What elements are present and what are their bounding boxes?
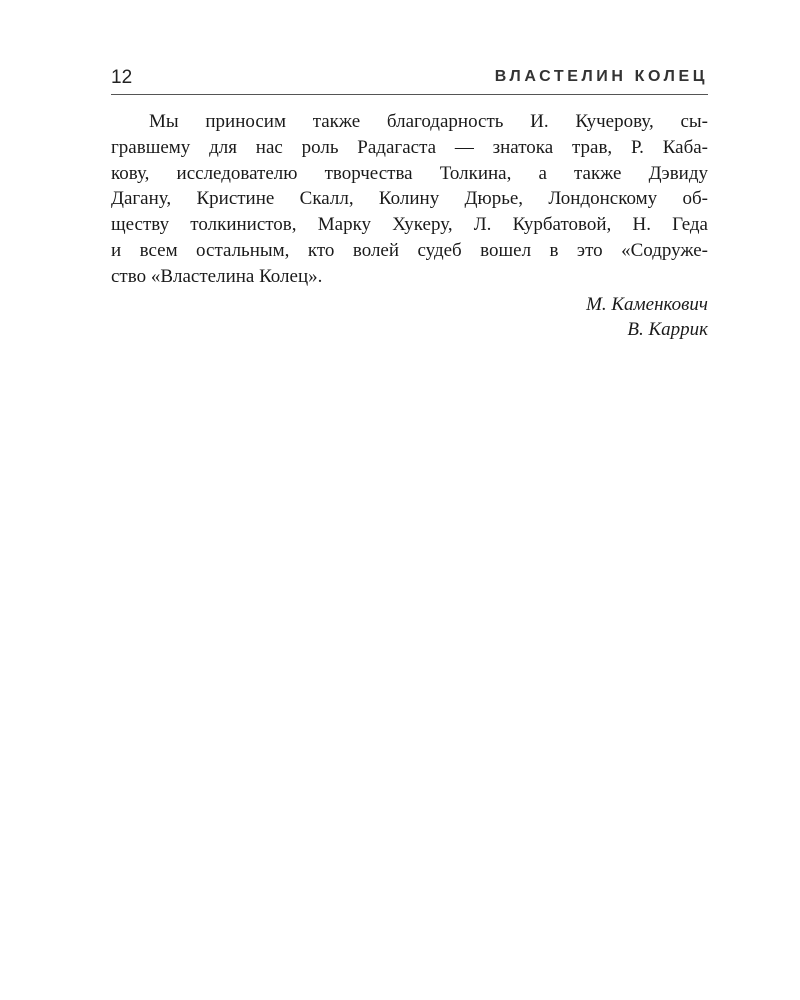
paragraph-line: ществу толкинистов, Марку Хукеру, Л. Курбатовой, Н. Геда bbox=[111, 214, 708, 236]
signature-author: В. Каррик bbox=[627, 319, 708, 341]
paragraph-line: гравшему для нас роль Радагаста — знатока трав, Р. Каба- bbox=[111, 136, 708, 158]
paragraph-line: кову, исследователю творчества Толкина, а также Дэвиду bbox=[111, 162, 708, 184]
paragraph-line: ство «Властелина Колец». bbox=[111, 265, 323, 287]
paragraph-line: Мы приносим также благодарность И. Кучерову, сы- bbox=[149, 111, 708, 132]
book-page bbox=[111, 66, 708, 343]
acknowledgement-paragraph bbox=[111, 109, 708, 290]
paragraph-line: и всем остальным, кто волей судеб вошел в это «Содруже- bbox=[111, 239, 708, 261]
book-title: ВЛАСТЕЛИН КОЛЕЦ bbox=[494, 68, 708, 85]
signature-block bbox=[111, 292, 708, 344]
signature-author: М. Каменкович bbox=[586, 293, 708, 315]
running-head bbox=[111, 66, 708, 95]
paragraph-line: Дагану, Кристине Скалл, Колину Дюрье, Лондонскому об- bbox=[111, 188, 708, 210]
page-number: 12 bbox=[111, 67, 133, 88]
